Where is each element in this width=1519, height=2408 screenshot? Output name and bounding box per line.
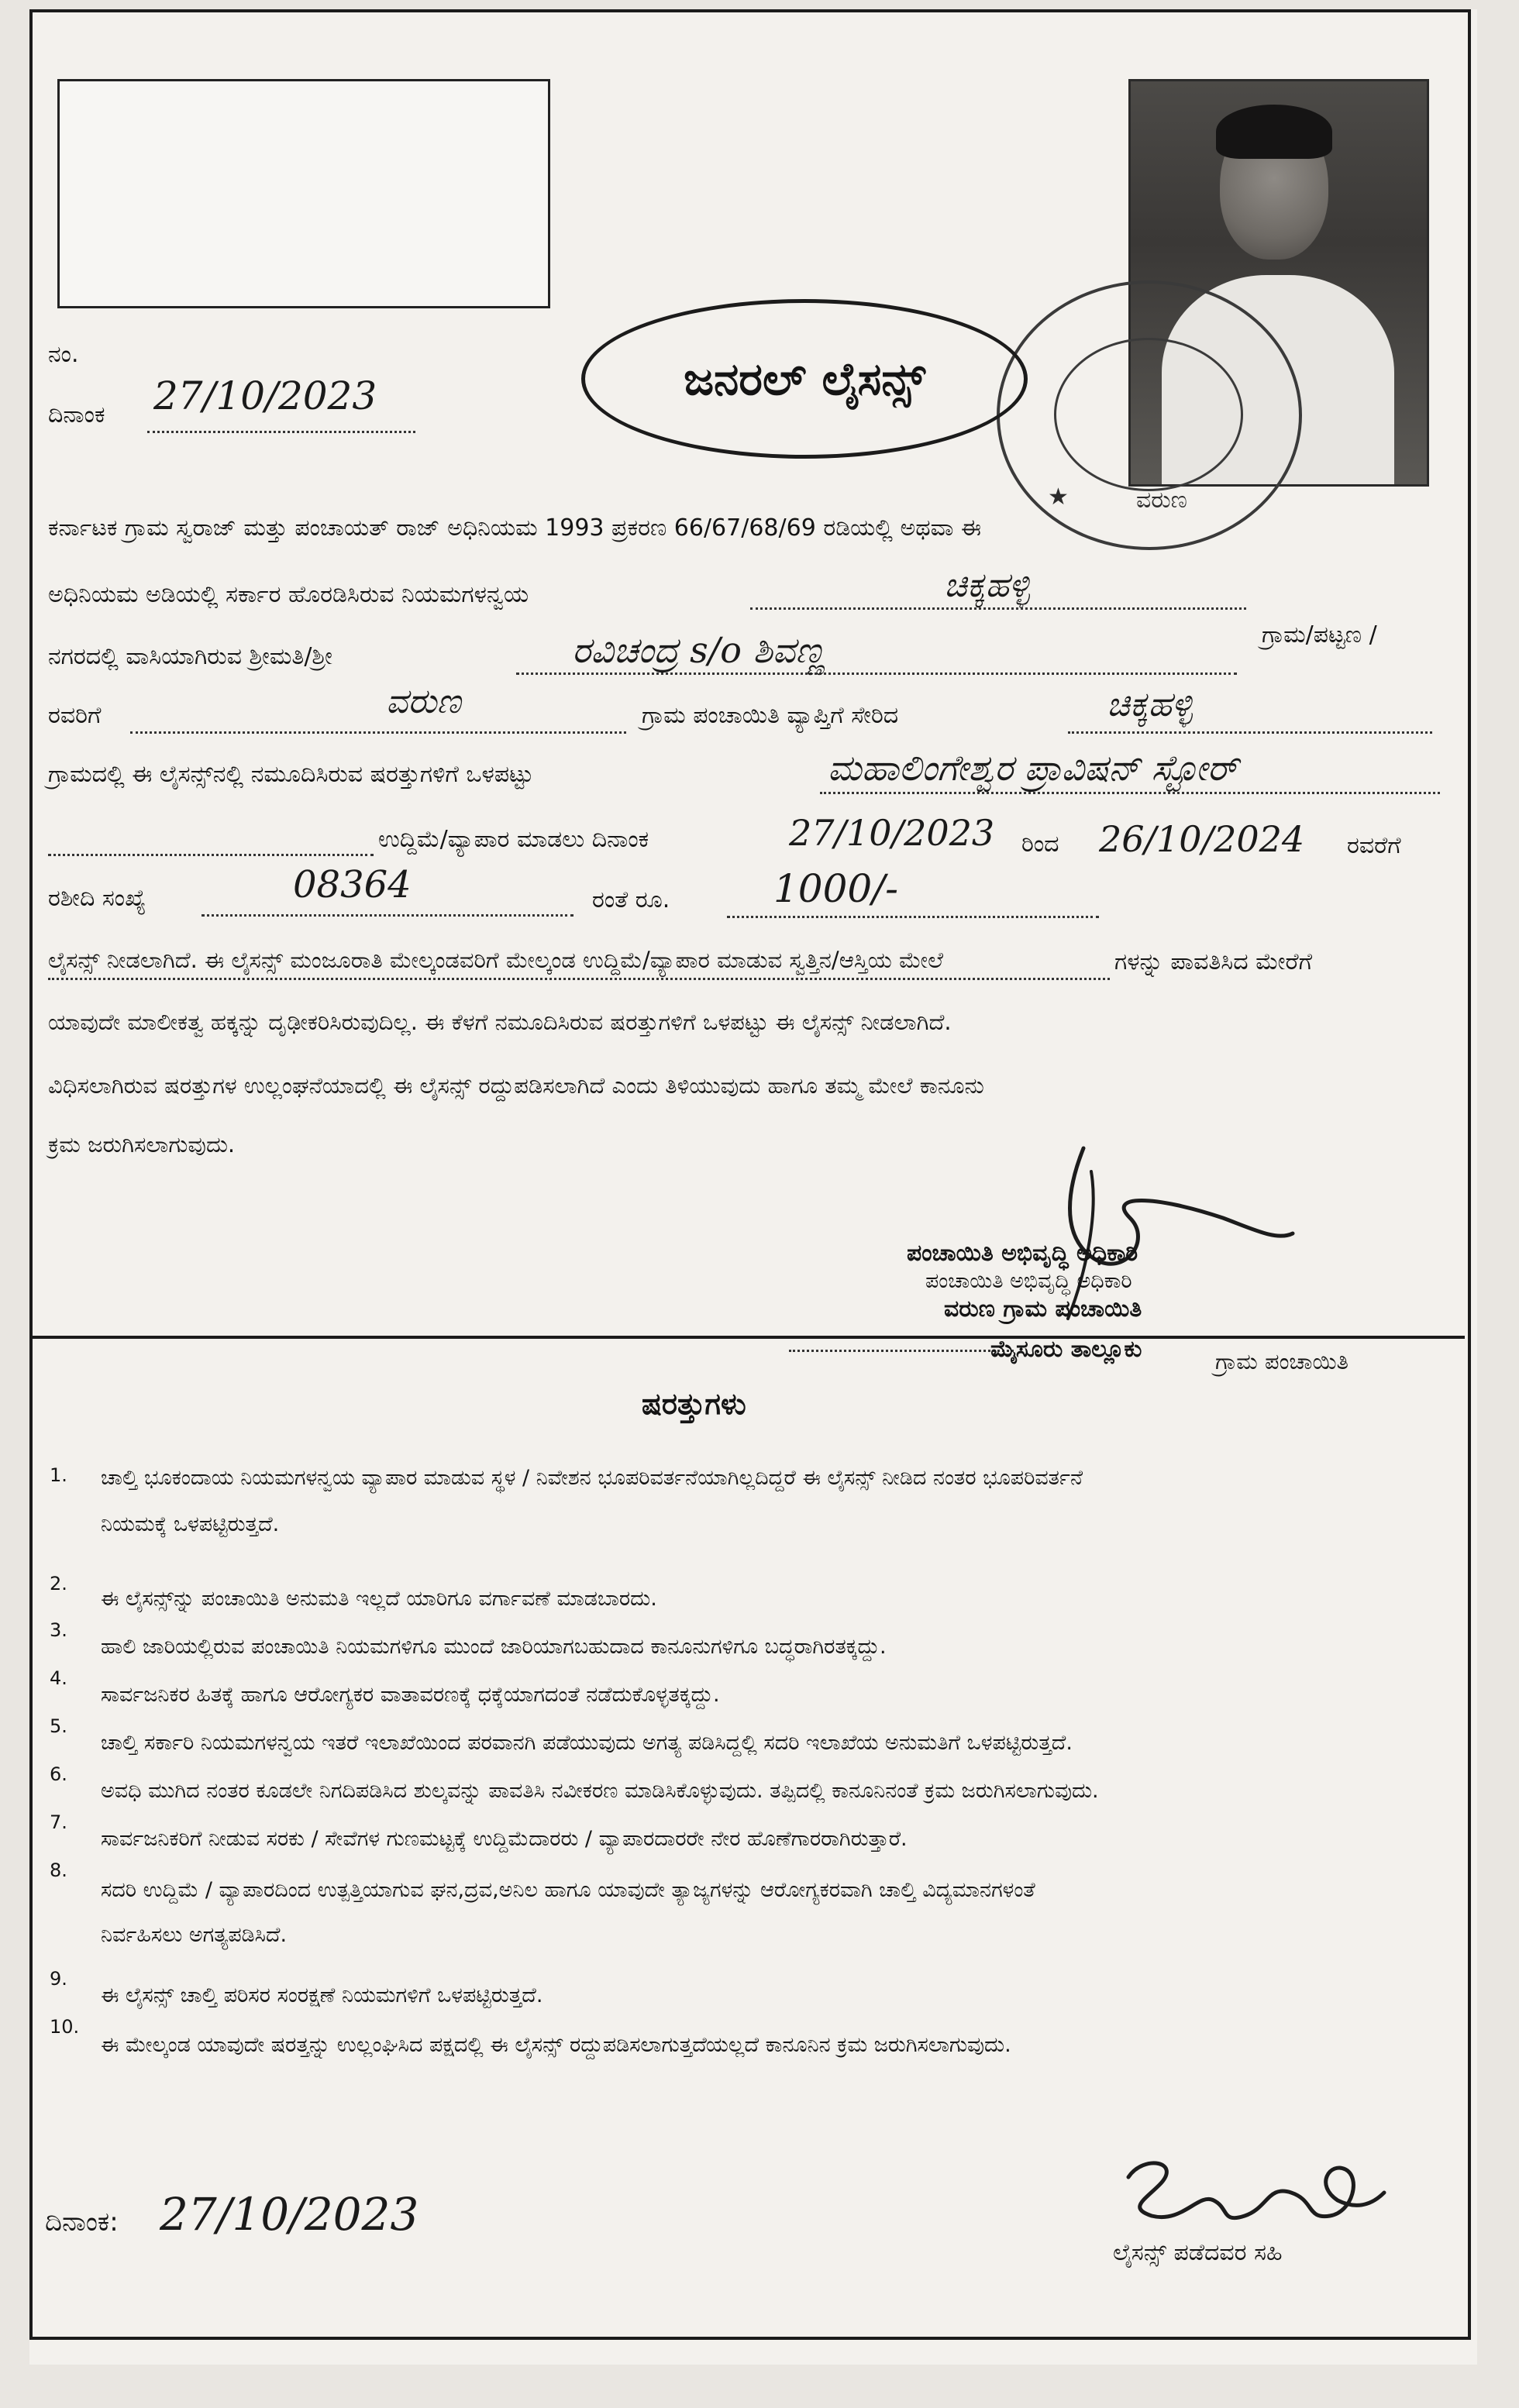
seal-village: ವರುಣ	[1136, 487, 1187, 514]
condition-2-number: 2.	[50, 1573, 67, 1594]
village-handwritten: ಚಿಕ್ಕಹಳ್ಳಿ	[944, 566, 1030, 605]
body-line-6: ಉದ್ದಿಮೆ/ವ್ಯಾಪಾರ ಮಾಡಲು ದಿನಾಂಕ	[378, 826, 649, 853]
village-suffix: ಗ್ರಾಮ/ಪಟ್ಟಣ /	[1262, 621, 1377, 648]
business-dots	[820, 792, 1440, 794]
section-divider	[29, 1336, 1465, 1339]
condition-7-number: 7.	[50, 1811, 67, 1833]
condition-4-line-1: ಸಾರ್ವಜನಿಕರ ಹಿತಕ್ಕೆ ಹಾಗೂ ಆರೋಗ್ಯಕರ ವಾತಾವರಣಕ್ಕೆ ಧಕ್ಕೆಯಾಗದಂತೆ ನಡೆದುಕೊಳ್ಳತಕ್ಕದ್ದು.	[101, 1683, 720, 1707]
condition-5-number: 5.	[50, 1715, 67, 1737]
body-line-5: ಗ್ರಾಮದಲ್ಲಿ ಈ ಲೈಸನ್ಸ್‌ನಲ್ಲಿ ನಮೂದಿಸಿರುವ ಷರತ್ತುಗಳಿಗೆ ಒಳಪಟ್ಟು	[48, 761, 534, 788]
panchayat-seal	[997, 280, 1302, 550]
body-line-7-mid: ರಂತೆ ರೂ.	[592, 886, 670, 913]
body-line-8: ಲೈಸನ್ಸ್ ನೀಡಲಾಗಿದೆ. ಈ ಲೈಸನ್ಸ್ ಮಂಜೂರಾತಿ ಮೇಲ್ಕಂಡವರಿಗೆ ಮೇಲ್ಕಂಡ ಉದ್ದಿಮೆ/ವ್ಯಾಪಾರ ಮಾಡುವ ಸ್ವತ್ತಿನ/ಆಸ್ತಿಯ ಮೇಲೆ	[48, 947, 944, 973]
seal-star-icon: ★	[1048, 483, 1069, 511]
business-handwritten: ಮಹಾಲಿಂಗೇಶ್ವರ ಪ್ರಾವಿಷನ್ ಸ್ಟೋರ್	[828, 747, 1238, 789]
no-label: ನಂ.	[48, 341, 79, 368]
condition-9-line-1: ಈ ಲೈಸನ್ಸ್ ಚಾಲ್ತಿ ಪರಿಸರ ಸಂರಕ್ಷಣೆ ನಿಯಮಗಳಿಗೆ ಒಳಪಟ್ಟಿರುತ್ತದೆ.	[101, 1983, 543, 2007]
officer-stamp-4: ಮೈಸೂರು ತಾಲ್ಲೂಕು	[990, 1336, 1142, 1363]
amount-handwritten: 1000/-	[773, 866, 898, 911]
body-line-3: ನಗರದಲ್ಲಿ ವಾಸಿಯಾಗಿರುವ ಶ್ರೀಮತಿ/ಶ್ರೀ	[48, 643, 332, 670]
condition-10-line-1: ಈ ಮೇಲ್ಕಂಡ ಯಾವುದೇ ಷರತ್ತನ್ನು ಉಲ್ಲಂಘಿಸಿದ ಪಕ್ಷದಲ್ಲಿ ಈ ಲೈಸನ್ಸ್ ರದ್ದುಪಡಿಸಲಾಗುತ್ತದೆಯಲ್ಲದೆ ಕಾನೂನಿನ ಕ್ರಮ ಜರುಗಿಸಲಾಗುವುದು.	[101, 2033, 1011, 2057]
condition-1-line-1: ಚಾಲ್ತಿ ಭೂಕಂದಾಯ ನಿಯಮಗಳನ್ವಯ ವ್ಯಾಪಾರ ಮಾಡುವ ಸ್ಥಳ / ನಿವೇಶನ ಭೂಪರಿವರ್ತನೆಯಾಗಿಲ್ಲದಿದ್ದರೆ ಈ ಲೈಸನ್ಸ್ ನೀಡಿದ ನಂತರ ಭೂಪರಿವರ್ತನೆ	[101, 1466, 1083, 1490]
photo-hair	[1216, 105, 1332, 159]
condition-4-number: 4.	[50, 1667, 67, 1689]
licensee-signature	[1113, 2146, 1392, 2231]
body-line-4: ರವರಿಗೆ	[48, 702, 102, 729]
licensee-signature-label: ಲೈಸನ್ಸ್ ಪಡೆದವರ ಸಹಿ	[1113, 2239, 1283, 2266]
village2-dots	[1068, 731, 1432, 734]
footer-date-label: ದಿನಾಂಕ:	[45, 2207, 119, 2238]
to-date-handwritten: 26/10/2024	[1099, 818, 1305, 860]
body-line-2: ಅಧಿನಿಯಮ ಅಡಿಯಲ್ಲಿ ಸರ್ಕಾರ ಹೊರಡಿಸಿರುವ ನಿಯಮಗಳನ್ವಯ	[48, 581, 529, 608]
body-line-7: ರಶೀದಿ ಸಂಖ್ಯೆ	[48, 885, 146, 912]
date-label: ದಿನಾಂಕ	[48, 401, 105, 428]
name-dots	[516, 673, 1237, 675]
date-value-handwritten: 27/10/2023	[153, 373, 377, 418]
officer-label: ಗ್ರಾಮ ಪಂಚಾಯಿತಿ	[1215, 1348, 1348, 1374]
from-label: ರಿಂದ	[1021, 831, 1059, 858]
officer-dots	[789, 1350, 1014, 1352]
date-dots	[147, 431, 415, 433]
condition-3-number: 3.	[50, 1619, 67, 1641]
condition-8-number: 8.	[50, 1859, 67, 1881]
condition-8-line-2: ನಿರ್ವಹಿಸಲು ಅಗತ್ಯಪಡಿಸಿದೆ.	[101, 1923, 288, 1947]
blank-box	[57, 79, 550, 308]
condition-9-number: 9.	[50, 1968, 67, 1990]
condition-3-line-1: ಹಾಲಿ ಜಾರಿಯಲ್ಲಿರುವ ಪಂಚಾಯಿತಿ ನಿಯಮಗಳಿಗೂ ಮುಂದೆ ಜಾರಿಯಾಗಬಹುದಾದ ಕಾನೂನುಗಳಿಗೂ ಬದ್ಧರಾಗಿರತಕ್ಕದ್ದು.	[101, 1635, 887, 1659]
condition-10-number: 10.	[50, 2016, 80, 2038]
from-date-handwritten: 27/10/2023	[789, 812, 995, 854]
to-label: ರವರೆಗೆ	[1347, 832, 1401, 859]
seal-inner-ring	[1054, 338, 1243, 491]
condition-1-line-2: ನಿಯಮಕ್ಕೆ ಒಳಪಟ್ಟಿರುತ್ತದೆ.	[101, 1512, 280, 1536]
village-dots	[750, 607, 1246, 610]
receipt-handwritten: 08364	[293, 863, 412, 906]
condition-8-line-1: ಸದರಿ ಉದ್ದಿಮೆ / ವ್ಯಾಪಾರದಿಂದ ಉತ್ಪತ್ತಿಯಾಗುವ ಘನ,ದ್ರವ,ಅನಿಲ ಹಾಗೂ ಯಾವುದೇ ತ್ಯಾಜ್ಯಗಳನ್ನು ಆರೋಗ್ಯಕರವಾಗಿ ಚಾಲ್ತಿ ವಿದ್ಯಮಾನಗಳಂತೆ	[101, 1878, 1035, 1902]
conditions-heading: ಷರತ್ತುಗಳು	[642, 1387, 746, 1421]
officer-stamp-2: ಪಂಚಾಯಿತಿ ಅಭಿವೃದ್ಧಿ ಅಧಿಕಾರಿ	[925, 1269, 1132, 1293]
condition-5-line-1: ಚಾಲ್ತಿ ಸರ್ಕಾರಿ ನಿಯಮಗಳನ್ವಯ ಇತರೆ ಇಲಾಖೆಯಿಂದ ಪರವಾನಗಿ ಪಡೆಯುವುದು ಅಗತ್ಯ ಪಡಿಸಿದ್ದಲ್ಲಿ ಸದರಿ ಇಲಾಖೆಯ ಅನುಮತಿಗೆ ಒಳಪಟ್ಟಿರುತ್ತದೆ.	[101, 1731, 1073, 1755]
village2-handwritten: ಚಿಕ್ಕಹಳ್ಳಿ	[1107, 685, 1193, 724]
license-title: ಜನರಲ್ ಲೈಸನ್ಸ್	[581, 299, 1028, 459]
officer-stamp-3: ವರುಣ ಗ್ರಾಮ ಪಂಚಾಯಿತಿ	[944, 1295, 1142, 1323]
officer-stamp-1: ಪಂಚಾಯಿತಿ ಅಭಿವೃದ್ಧಿ ಅಧಿಕಾರಿ	[907, 1240, 1138, 1267]
body-line-1: ಕರ್ನಾಟಕ ಗ್ರಾಮ ಸ್ವರಾಜ್ ಮತ್ತು ಪಂಚಾಯತ್ ರಾಜ್ ಅಧಿನಿಯಮ 1993 ಪ್ರಕರಣ 66/67/68/69 ರಡಿಯಲ್ಲಿ ಅಥವಾ ಈ	[48, 514, 982, 542]
amount-dots	[727, 916, 1099, 918]
condition-2-line-1: ಈ ಲೈಸನ್ಸ್‌ನ್ನು ಪಂಚಾಯಿತಿ ಅನುಮತಿ ಇಲ್ಲದೆ ಯಾರಿಗೂ ವರ್ಗಾವಣೆ ಮಾಡಬಾರದು.	[101, 1587, 657, 1611]
condition-6-number: 6.	[50, 1763, 67, 1785]
condition-1-number: 1.	[50, 1464, 67, 1486]
license-sheet	[29, 9, 1477, 2365]
ward-handwritten: ವರುಣ	[386, 682, 461, 721]
amount-words-dots	[48, 978, 1110, 980]
business2-dots	[48, 854, 374, 856]
body-line-10: ವಿಧಿಸಲಾಗಿರುವ ಷರತ್ತುಗಳ ಉಲ್ಲಂಘನೆಯಾದಲ್ಲಿ ಈ ಲೈಸನ್ಸ್ ರದ್ದುಪಡಿಸಲಾಗಿದೆ ಎಂದು ತಿಳಿಯುವುದು ಹಾಗೂ ತಮ್ಮ ಮೇಲೆ ಕಾನೂನು	[48, 1072, 984, 1099]
ward-dots	[130, 731, 626, 734]
body-line-11: ಕ್ರಮ ಜರುಗಿಸಲಾಗುವುದು.	[48, 1131, 236, 1158]
body-line-9: ಯಾವುದೇ ಮಾಲೀಕತ್ವ ಹಕ್ಕನ್ನು ದೃಢೀಕರಿಸಿರುವುದಿಲ್ಲ. ಈ ಕೆಳಗೆ ನಮೂದಿಸಿರುವ ಷರತ್ತುಗಳಿಗೆ ಒಳಪಟ್ಟು ಈ ಲೈಸನ್ಸ್ ನೀಡಲಾಗಿದೆ.	[48, 1009, 952, 1035]
footer-date-handwritten: 27/10/2023	[160, 2188, 419, 2241]
body-line-4-mid: ಗ್ರಾಮ ಪಂಚಾಯಿತಿ ವ್ಯಾಪ್ತಿಗೆ ಸೇರಿದ	[642, 702, 899, 729]
name-handwritten: ರವಿಚಂದ್ರ s/o ಶಿವಣ್ಣ	[572, 629, 826, 671]
receipt-dots	[202, 914, 574, 917]
condition-6-line-1: ಅವಧಿ ಮುಗಿದ ನಂತರ ಕೂಡಲೇ ನಿಗದಿಪಡಿಸಿದ ಶುಲ್ಕವನ್ನು ಪಾವತಿಸಿ ನವೀಕರಣ ಮಾಡಿಸಿಕೊಳ್ಳುವುದು. ತಪ್ಪಿದಲ್ಲಿ ಕಾನೂನಿನಂತೆ ಕ್ರಮ ಜರುಗಿಸಲಾಗುವುದು.	[101, 1779, 1099, 1803]
body-line-7-suffix: ಗಳನ್ನು ಪಾವತಿಸಿದ ಮೇರೆಗೆ	[1114, 948, 1313, 975]
condition-7-line-1: ಸಾರ್ವಜನಿಕರಿಗೆ ನೀಡುವ ಸರಕು / ಸೇವೆಗಳ ಗುಣಮಟ್ಟಕ್ಕೆ ಉದ್ದಿಮೆದಾರರು / ವ್ಯಾಪಾರದಾರರೇ ನೇರ ಹೊಣೆಗಾರರಾಗಿರುತ್ತಾರೆ.	[101, 1827, 908, 1851]
